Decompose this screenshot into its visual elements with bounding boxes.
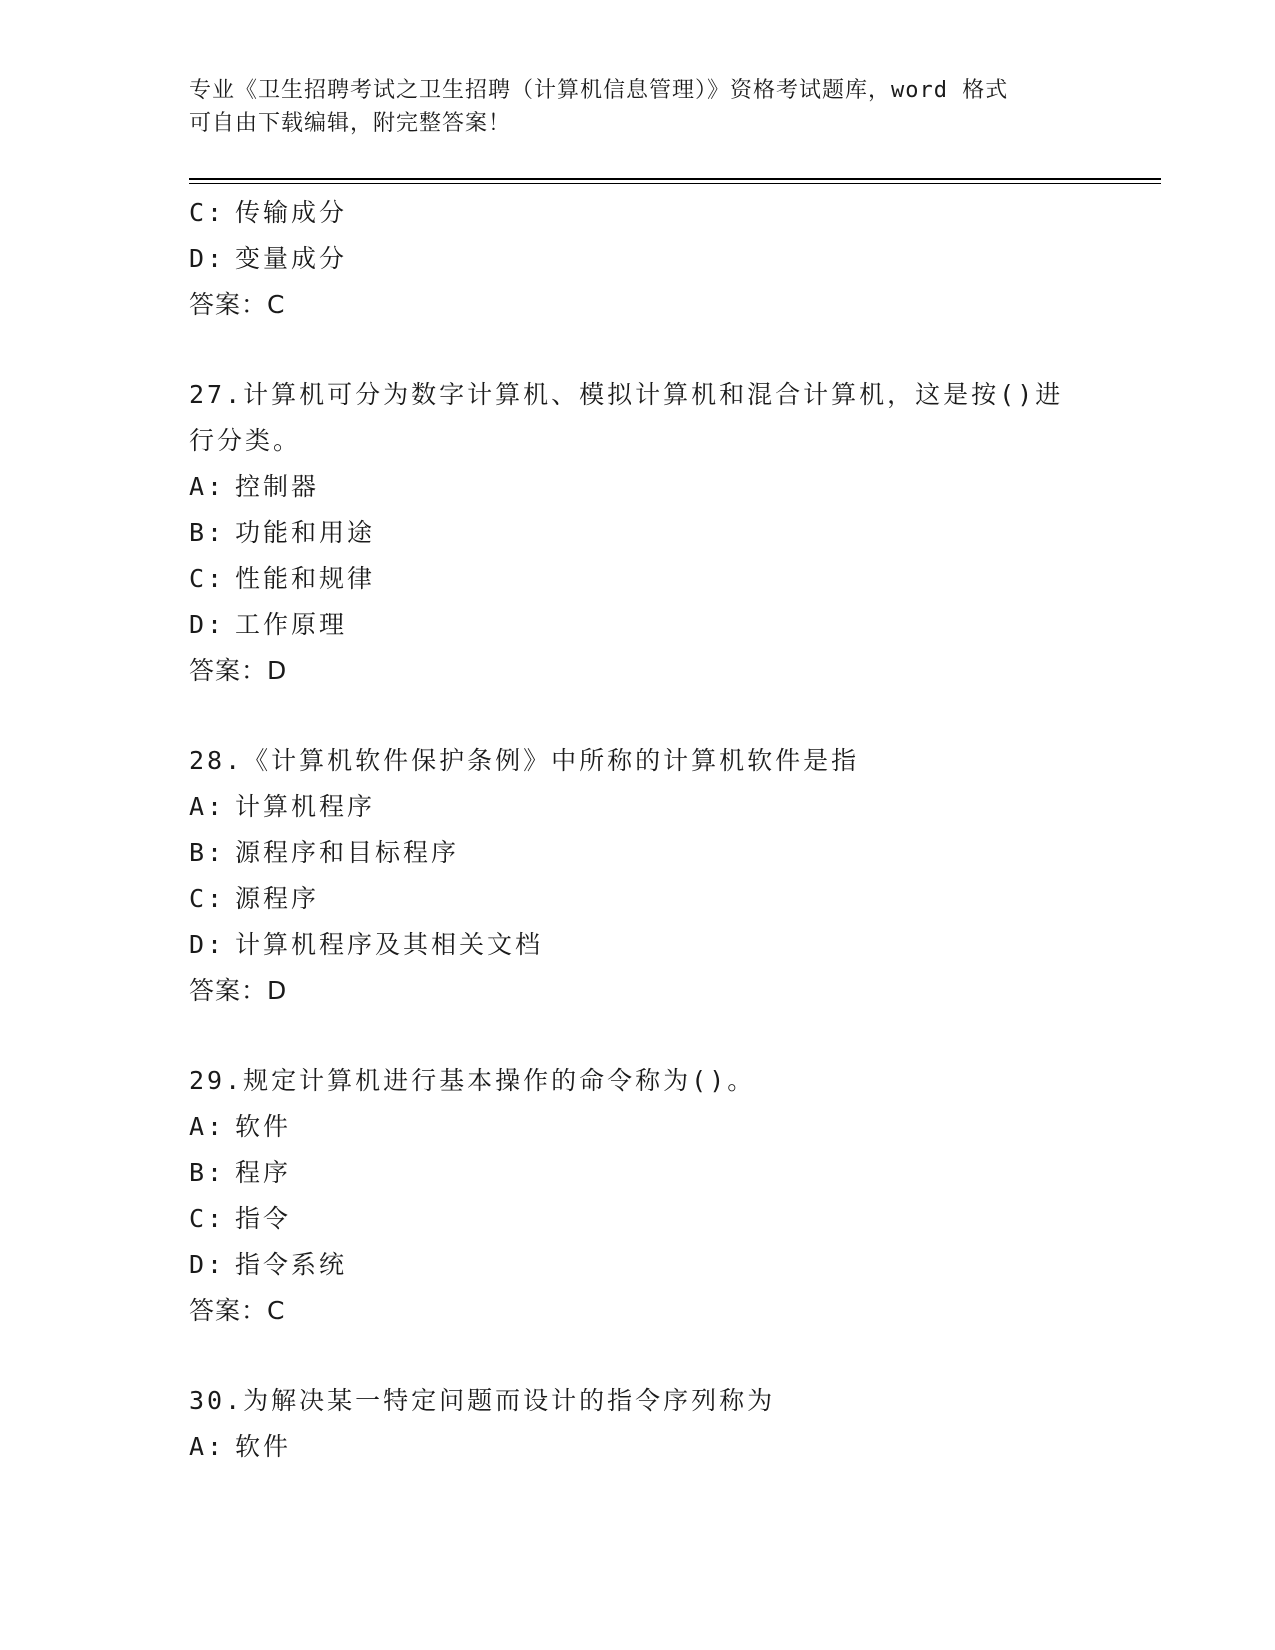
question-stem-line-1: 28.《计算机软件保护条例》中所称的计算机软件是指 [189, 746, 860, 775]
question-stem-line-1: 29.规定计算机进行基本操作的命令称为()。 [189, 1066, 756, 1095]
option-text: 指令系统 [235, 1250, 348, 1279]
option-label: D: [189, 1250, 226, 1279]
option-d [189, 236, 1119, 282]
option-label: D: [189, 610, 226, 639]
option-label: C: [189, 884, 226, 913]
answer-line: 答案：D [189, 656, 288, 685]
option-a [189, 1424, 1119, 1470]
option-label: C: [189, 564, 226, 593]
option-label: B: [189, 518, 226, 547]
option-label: B: [189, 838, 226, 867]
option-text: 计算机程序及其相关文档 [235, 930, 544, 959]
question-list [189, 190, 1119, 1470]
option-text: 指令 [235, 1204, 292, 1233]
option-label: B: [189, 1158, 226, 1187]
option-text: 源程序 [235, 884, 320, 913]
option-text: 传输成分 [235, 198, 348, 227]
option-c [189, 556, 1119, 602]
header-divider-thin [189, 183, 1161, 184]
option-a [189, 1104, 1119, 1150]
option-label: D: [189, 930, 226, 959]
option-c [189, 190, 1119, 236]
option-c [189, 876, 1119, 922]
question-stem-line-1: 30.为解决某一特定问题而设计的指令序列称为 [189, 1386, 776, 1415]
option-b [189, 510, 1119, 556]
question-stem-line-2: 行分类。 [189, 426, 302, 455]
option-c [189, 1196, 1119, 1242]
option-text: 工作原理 [235, 610, 348, 639]
option-text: 计算机程序 [235, 792, 376, 821]
option-text: 功能和用途 [235, 518, 376, 547]
option-text: 程序 [235, 1158, 292, 1187]
option-label: A: [189, 1432, 226, 1461]
option-text: 源程序和目标程序 [235, 838, 460, 867]
header-line-1: 专业《卫生招聘考试之卫生招聘（计算机信息管理）》资格考试题库，word 格式 [189, 78, 1009, 103]
option-label: A: [189, 1112, 226, 1141]
option-text: 控制器 [235, 472, 320, 501]
question-29 [189, 1058, 1119, 1334]
option-label: A: [189, 792, 226, 821]
option-label: C: [189, 198, 226, 227]
option-text: 性能和规律 [235, 564, 376, 593]
question-26-tail [189, 190, 1119, 328]
option-d [189, 922, 1119, 968]
option-label: D: [189, 244, 226, 273]
option-d [189, 1242, 1119, 1288]
option-label: C: [189, 1204, 226, 1233]
option-label: A: [189, 472, 226, 501]
option-d [189, 602, 1119, 648]
header-line-2: 可自由下载编辑，附完整答案！ [189, 111, 512, 136]
document-header [189, 74, 1089, 140]
answer-line: 答案：D [189, 976, 288, 1005]
option-b [189, 1150, 1119, 1196]
option-text: 软件 [235, 1112, 292, 1141]
option-a [189, 784, 1119, 830]
option-text: 变量成分 [235, 244, 348, 273]
option-text: 软件 [235, 1432, 292, 1461]
option-b [189, 830, 1119, 876]
question-stem-line-1: 27.计算机可分为数字计算机、模拟计算机和混合计算机，这是按()进 [189, 380, 1064, 409]
question-30 [189, 1378, 1119, 1470]
answer-line: 答案：C [189, 290, 286, 319]
option-a [189, 464, 1119, 510]
question-28 [189, 738, 1119, 1014]
header-divider-thick [189, 178, 1161, 180]
answer-line: 答案：C [189, 1296, 286, 1325]
question-27 [189, 372, 1119, 694]
